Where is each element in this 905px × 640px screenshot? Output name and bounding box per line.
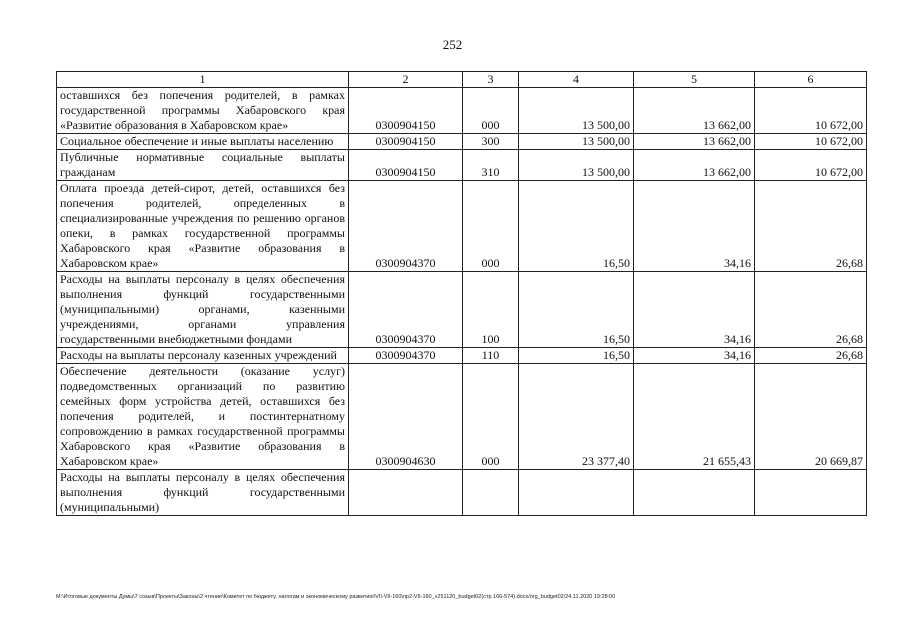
row-name: Социальное обеспечение и иные выплаты населению (57, 134, 349, 150)
row-name: Расходы на выплаты персоналу в целях обеспечения выполнения функций государственными (муниципальными) (57, 470, 349, 516)
row-amount-col5: 34,16 (634, 348, 755, 364)
row-expense-type: 300 (463, 134, 519, 150)
header-col-6: 6 (755, 72, 867, 88)
row-amount-col4: 13 500,00 (519, 88, 634, 134)
table-row (57, 272, 867, 348)
row-expense-type: 110 (463, 348, 519, 364)
row-name: Расходы на выплаты персоналу казенных учреждений (57, 348, 349, 364)
row-expense-type (463, 470, 519, 516)
row-amount-col4 (519, 470, 634, 516)
table-row (57, 181, 867, 272)
row-amount-col6: 26,68 (755, 348, 867, 364)
row-amount-col6: 20 669,87 (755, 364, 867, 470)
row-target-article: 0300904370 (349, 348, 463, 364)
row-name: Расходы на выплаты персоналу в целях обеспечения выполнения функций государственными (муниципальными) органами, казенными учреждениями, органами управления государственными внебюджетными фондами (57, 272, 349, 348)
row-target-article: 0300904370 (349, 181, 463, 272)
row-name: оставшихся без попечения родителей, в рамках государственной программы Хабаровского края «Развитие образования в Хабаровском крае» (57, 88, 349, 134)
header-col-4: 4 (519, 72, 634, 88)
row-target-article (349, 470, 463, 516)
row-amount-col4: 16,50 (519, 181, 634, 272)
row-expense-type: 000 (463, 88, 519, 134)
header-col-3: 3 (463, 72, 519, 88)
row-amount-col6: 10 672,00 (755, 88, 867, 134)
row-expense-type: 310 (463, 150, 519, 181)
row-name: Обеспечение деятельности (оказание услуг) подведомственных организаций по развитию семейных форм устройства детей, оставшихся без попечения родителей, и постинтернатному сопровождению в рамках государственной программы Хабаровского края «Развитие образования в Хабаровском крае» (57, 364, 349, 470)
row-amount-col4: 16,50 (519, 272, 634, 348)
table-row (57, 134, 867, 150)
row-amount-col5: 34,16 (634, 181, 755, 272)
row-expense-type: 000 (463, 364, 519, 470)
header-col-1: 1 (57, 72, 349, 88)
row-amount-col6: 26,68 (755, 181, 867, 272)
row-amount-col4: 13 500,00 (519, 134, 634, 150)
page-number: 252 (442, 37, 463, 52)
header-col-2: 2 (349, 72, 463, 88)
row-amount-col6: 10 672,00 (755, 150, 867, 181)
row-expense-type: 000 (463, 181, 519, 272)
row-amount-col4: 23 377,40 (519, 364, 634, 470)
row-amount-col6: 10 672,00 (755, 134, 867, 150)
row-target-article: 0300904150 (349, 88, 463, 134)
table-row (57, 470, 867, 516)
row-expense-type: 100 (463, 272, 519, 348)
row-amount-col5 (634, 470, 755, 516)
row-target-article: 0300904150 (349, 134, 463, 150)
table-row (57, 364, 867, 470)
row-amount-col5: 34,16 (634, 272, 755, 348)
row-target-article: 0300904630 (349, 364, 463, 470)
row-amount-col6: 26,68 (755, 272, 867, 348)
table-row (57, 150, 867, 181)
row-amount-col5: 13 662,00 (634, 150, 755, 181)
row-amount-col5: 13 662,00 (634, 134, 755, 150)
budget-table (56, 71, 867, 516)
row-amount-col4: 13 500,00 (519, 150, 634, 181)
table-header-row (57, 72, 867, 88)
header-col-5: 5 (634, 72, 755, 88)
row-name: Оплата проезда детей-сирот, детей, оставшихся без попечения родителей, определенных в специализированные учреждения по решению органов опеки, в рамках государственной программы Хабаровского края «Развитие образования в Хабаровском крае» (57, 181, 349, 272)
table-row (57, 348, 867, 364)
document-file-path: M:\Итоговые документы Думы\7 созыв\Проекты\Законы\2 чтение\Комитет по бюджету, налогам и экономическому развитию\VII-VII-160\пр2-VII-160_v251120_budget02(стр 166-574).docx/org_budget02/24.11.2020 19:28:00 (56, 594, 616, 600)
row-amount-col4: 16,50 (519, 348, 634, 364)
row-target-article: 0300904370 (349, 272, 463, 348)
table-row (57, 88, 867, 134)
row-amount-col6 (755, 470, 867, 516)
row-target-article: 0300904150 (349, 150, 463, 181)
row-name: Публичные нормативные социальные выплаты гражданам (57, 150, 349, 181)
row-amount-col5: 13 662,00 (634, 88, 755, 134)
row-amount-col5: 21 655,43 (634, 364, 755, 470)
